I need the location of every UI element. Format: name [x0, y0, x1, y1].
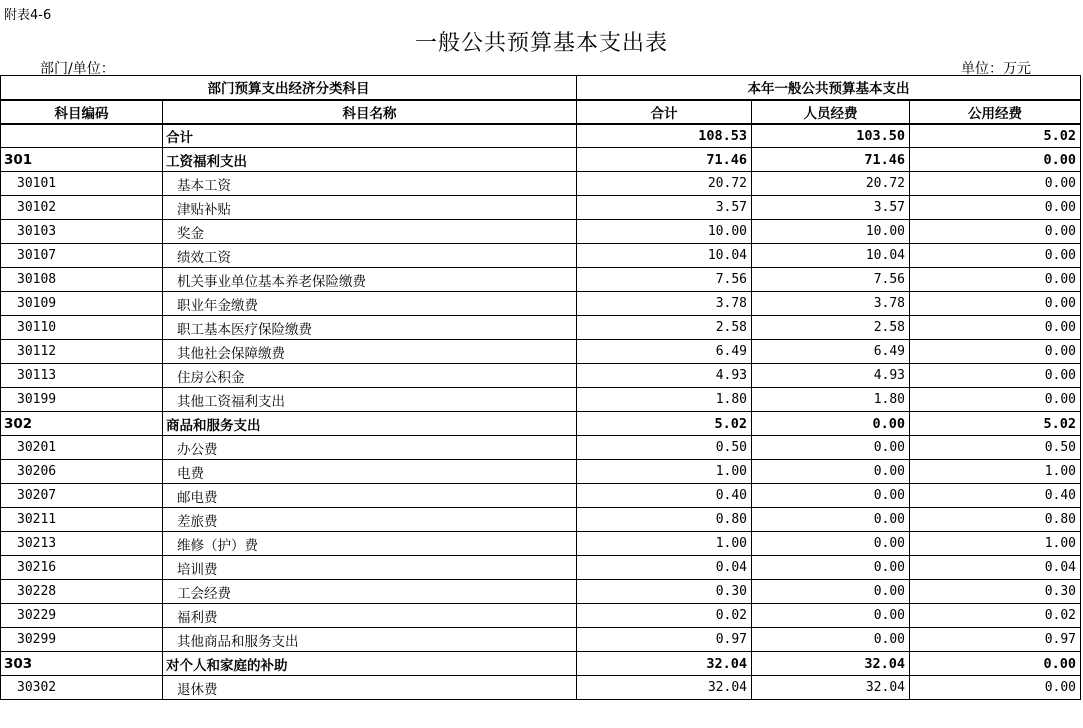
- row-personnel-cost: 3.57: [752, 196, 910, 220]
- row-subject-name: 住房公积金: [163, 364, 577, 388]
- header-subject-name: 科目名称: [163, 100, 577, 124]
- row-total: 0.30: [577, 580, 752, 604]
- row-personnel-cost: 0.00: [752, 436, 910, 460]
- row-subject-code: 30199: [1, 388, 163, 412]
- page-title: 一般公共预算基本支出表: [414, 31, 668, 56]
- row-public-cost: 1.00: [910, 532, 1081, 556]
- row-personnel-cost: 1.80: [752, 388, 910, 412]
- row-public-cost: 0.80: [910, 508, 1081, 532]
- table-header-row: [1, 100, 1081, 124]
- row-total: 10.00: [577, 220, 752, 244]
- row-subject-code: 30101: [1, 172, 163, 196]
- unit-label: 单位：万元: [961, 61, 1031, 77]
- row-personnel-cost: 7.56: [752, 268, 910, 292]
- header-total: 合计: [577, 100, 752, 124]
- row-subject-code: 302: [1, 412, 163, 436]
- row-total: 0.04: [577, 556, 752, 580]
- header-personnel-cost: 人员经费: [752, 100, 910, 124]
- row-total: 3.78: [577, 292, 752, 316]
- row-personnel-cost: 0.00: [752, 556, 910, 580]
- row-subject-code: 30211: [1, 508, 163, 532]
- row-total: 32.04: [577, 652, 752, 676]
- table-row: [1, 580, 1081, 604]
- table-row: [1, 364, 1081, 388]
- row-subject-name: 邮电费: [163, 484, 577, 508]
- row-subject-code: 301: [1, 148, 163, 172]
- table-row: [1, 388, 1081, 412]
- row-public-cost: 0.00: [910, 676, 1081, 700]
- table-row: [1, 484, 1081, 508]
- row-personnel-cost: 103.50: [752, 124, 910, 148]
- row-subject-code: 30103: [1, 220, 163, 244]
- row-personnel-cost: 0.00: [752, 580, 910, 604]
- row-personnel-cost: 71.46: [752, 148, 910, 172]
- row-subject-code: 30109: [1, 292, 163, 316]
- header-public-cost: 公用经费: [910, 100, 1081, 124]
- row-subject-name: 差旅费: [163, 508, 577, 532]
- row-personnel-cost: 0.00: [752, 532, 910, 556]
- row-total: 108.53: [577, 124, 752, 148]
- row-public-cost: 0.97: [910, 628, 1081, 652]
- row-personnel-cost: 0.00: [752, 460, 910, 484]
- row-total: 1.00: [577, 532, 752, 556]
- row-personnel-cost: 10.04: [752, 244, 910, 268]
- row-subject-code: 30229: [1, 604, 163, 628]
- row-subject-name: 工会经费: [163, 580, 577, 604]
- row-public-cost: 0.00: [910, 220, 1081, 244]
- row-total: 6.49: [577, 340, 752, 364]
- row-personnel-cost: 10.00: [752, 220, 910, 244]
- row-subject-name: 退休费: [163, 676, 577, 700]
- row-total: 20.72: [577, 172, 752, 196]
- row-total: 71.46: [577, 148, 752, 172]
- row-public-cost: 1.00: [910, 460, 1081, 484]
- row-subject-name: 电费: [163, 460, 577, 484]
- department-label: 部门/单位：: [40, 61, 115, 77]
- table-row: [1, 412, 1081, 436]
- table-row: [1, 220, 1081, 244]
- row-total: 4.93: [577, 364, 752, 388]
- table-row: [1, 196, 1081, 220]
- row-subject-code: 30299: [1, 628, 163, 652]
- table-row: [1, 316, 1081, 340]
- table-row: [1, 532, 1081, 556]
- table-row: [1, 148, 1081, 172]
- row-subject-code: 30302: [1, 676, 163, 700]
- row-subject-name: 其他商品和服务支出: [163, 628, 577, 652]
- row-subject-name: 商品和服务支出: [163, 412, 577, 436]
- table-row: [1, 604, 1081, 628]
- row-subject-code: 30213: [1, 532, 163, 556]
- row-subject-name: 津贴补贴: [163, 196, 577, 220]
- table-row: [1, 652, 1081, 676]
- row-personnel-cost: 20.72: [752, 172, 910, 196]
- row-personnel-cost: 4.93: [752, 364, 910, 388]
- row-public-cost: 0.00: [910, 196, 1081, 220]
- row-total: 32.04: [577, 676, 752, 700]
- row-subject-name: 办公费: [163, 436, 577, 460]
- row-subject-name: 职工基本医疗保险缴费: [163, 316, 577, 340]
- row-subject-code: 30206: [1, 460, 163, 484]
- row-subject-code: 303: [1, 652, 163, 676]
- table-row: [1, 556, 1081, 580]
- row-subject-name: 机关事业单位基本养老保险缴费: [163, 268, 577, 292]
- row-total: 2.58: [577, 316, 752, 340]
- row-personnel-cost: 6.49: [752, 340, 910, 364]
- row-total: 3.57: [577, 196, 752, 220]
- row-subject-code: 30107: [1, 244, 163, 268]
- row-subject-code: 30207: [1, 484, 163, 508]
- header-economic-classification: 部门预算支出经济分类科目: [1, 76, 577, 100]
- row-personnel-cost: 0.00: [752, 508, 910, 532]
- row-public-cost: 0.02: [910, 604, 1081, 628]
- row-subject-name: 其他工资福利支出: [163, 388, 577, 412]
- row-total: 0.97: [577, 628, 752, 652]
- row-subject-code: [1, 124, 163, 148]
- row-public-cost: 0.00: [910, 316, 1081, 340]
- row-public-cost: 0.50: [910, 436, 1081, 460]
- row-subject-name: 绩效工资: [163, 244, 577, 268]
- row-total: 1.00: [577, 460, 752, 484]
- table-header-group-row: [1, 76, 1081, 100]
- row-personnel-cost: 0.00: [752, 484, 910, 508]
- header-basic-expenditure: 本年一般公共预算基本支出: [577, 76, 1081, 100]
- row-public-cost: 0.00: [910, 364, 1081, 388]
- row-public-cost: 5.02: [910, 412, 1081, 436]
- row-subject-code: 30113: [1, 364, 163, 388]
- table-row: [1, 244, 1081, 268]
- row-public-cost: 0.00: [910, 340, 1081, 364]
- row-public-cost: 0.40: [910, 484, 1081, 508]
- row-personnel-cost: 0.00: [752, 412, 910, 436]
- appendix-label: 附表4-6: [4, 8, 52, 23]
- row-personnel-cost: 32.04: [752, 652, 910, 676]
- row-public-cost: 0.00: [910, 148, 1081, 172]
- row-public-cost: 0.00: [910, 292, 1081, 316]
- table-row: [1, 124, 1081, 148]
- table-row: [1, 676, 1081, 700]
- row-subject-code: 30228: [1, 580, 163, 604]
- row-subject-code: 30201: [1, 436, 163, 460]
- row-public-cost: 0.00: [910, 388, 1081, 412]
- row-public-cost: 0.00: [910, 244, 1081, 268]
- row-subject-code: 30112: [1, 340, 163, 364]
- table-row: [1, 460, 1081, 484]
- row-subject-name: 对个人和家庭的补助: [163, 652, 577, 676]
- budget-table: [0, 75, 1081, 700]
- row-personnel-cost: 3.78: [752, 292, 910, 316]
- row-public-cost: 0.00: [910, 172, 1081, 196]
- row-total: 5.02: [577, 412, 752, 436]
- row-subject-code: 30108: [1, 268, 163, 292]
- table-row: [1, 268, 1081, 292]
- row-subject-name: 维修（护）费: [163, 532, 577, 556]
- header-subject-code: 科目编码: [1, 100, 163, 124]
- row-subject-name: 合计: [163, 124, 577, 148]
- table-row: [1, 508, 1081, 532]
- row-public-cost: 0.30: [910, 580, 1081, 604]
- row-personnel-cost: 0.00: [752, 604, 910, 628]
- row-subject-name: 培训费: [163, 556, 577, 580]
- row-total: 0.02: [577, 604, 752, 628]
- row-total: 1.80: [577, 388, 752, 412]
- row-subject-name: 其他社会保障缴费: [163, 340, 577, 364]
- row-subject-code: 30110: [1, 316, 163, 340]
- table-row: [1, 172, 1081, 196]
- row-total: 0.40: [577, 484, 752, 508]
- row-personnel-cost: 2.58: [752, 316, 910, 340]
- row-subject-name: 基本工资: [163, 172, 577, 196]
- row-total: 7.56: [577, 268, 752, 292]
- row-public-cost: 0.00: [910, 652, 1081, 676]
- row-personnel-cost: 0.00: [752, 628, 910, 652]
- row-public-cost: 0.04: [910, 556, 1081, 580]
- row-total: 0.50: [577, 436, 752, 460]
- table-row: [1, 436, 1081, 460]
- row-public-cost: 0.00: [910, 268, 1081, 292]
- table-row: [1, 340, 1081, 364]
- row-subject-code: 30216: [1, 556, 163, 580]
- row-total: 10.04: [577, 244, 752, 268]
- row-subject-name: 福利费: [163, 604, 577, 628]
- row-subject-name: 职业年金缴费: [163, 292, 577, 316]
- row-public-cost: 5.02: [910, 124, 1081, 148]
- row-subject-name: 奖金: [163, 220, 577, 244]
- table-row: [1, 292, 1081, 316]
- row-subject-code: 30102: [1, 196, 163, 220]
- row-personnel-cost: 32.04: [752, 676, 910, 700]
- row-total: 0.80: [577, 508, 752, 532]
- row-subject-name: 工资福利支出: [163, 148, 577, 172]
- table-row: [1, 628, 1081, 652]
